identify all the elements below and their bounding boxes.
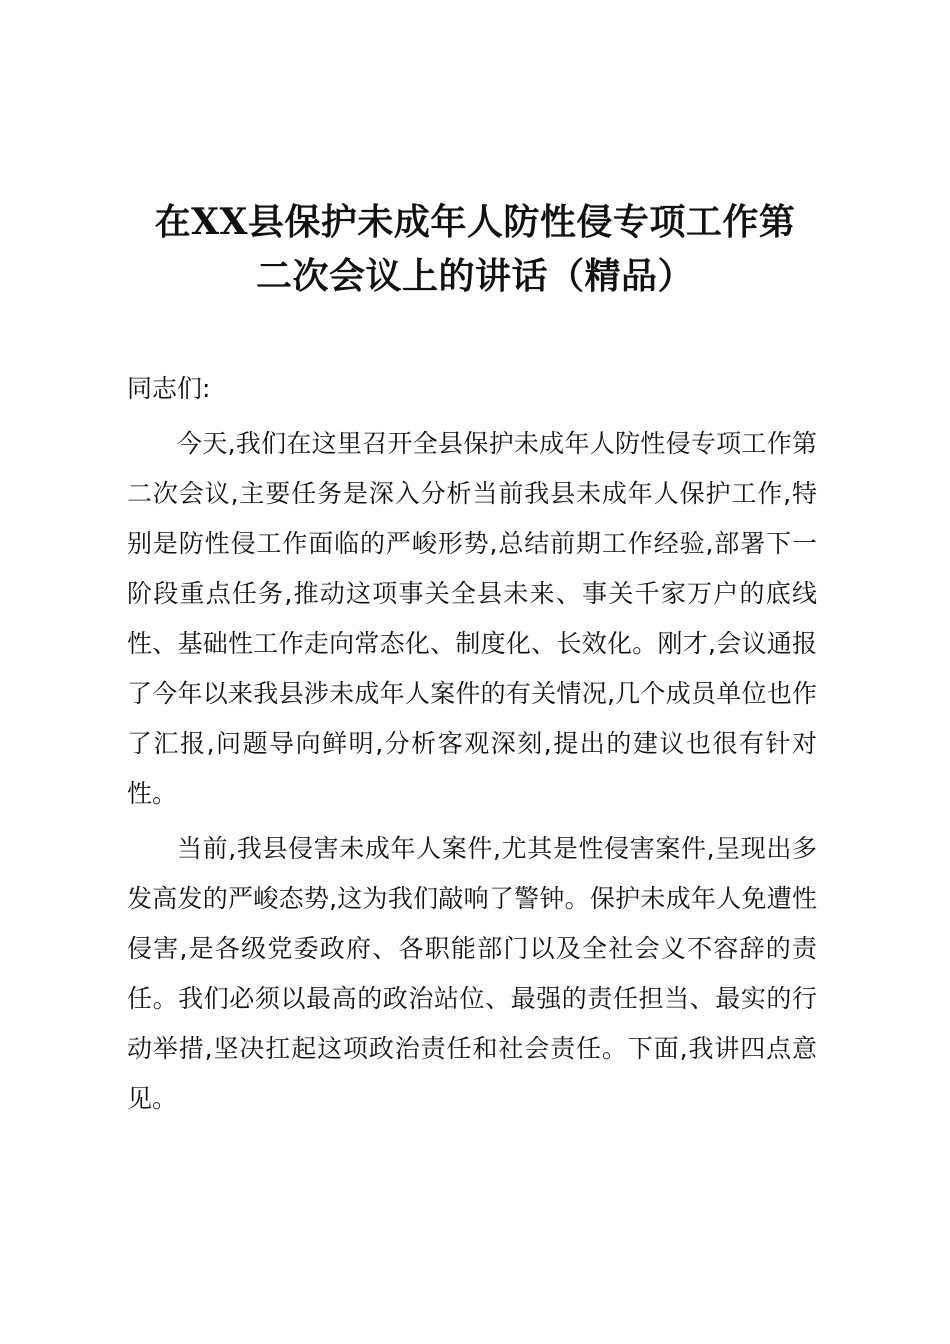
paragraph-1: 今天,我们在这里召开全县保护未成年人防性侵专项工作第二次会议,主要任务是深入分析当前我县未成年人保护工作,特别是防性侵工作面临的严峻形势,总结前期工作经验,部署下一阶段重点任务,推动这项事关全县未来、事关千家万户的底线性、基础性工作走向常态化、制度化、长效化。刚才,会议通报了今年以来我县涉未成年人案件的有关情况,几个成员单位也作了汇报,问题导向鲜明,分析客观深刻,提出的建议也很有针对性。 (127, 429, 817, 808)
salutation: 同志们: (127, 374, 211, 403)
document-body (127, 364, 817, 1124)
title-line-2: 二次会议上的讲话（精品） (255, 255, 694, 297)
title-line-1: 在XX县保护未成年人防性侵专项工作第 (154, 201, 796, 243)
paragraph-2: 当前,我县侵害未成年人案件,尤其是性侵害案件,呈现出多发高发的严峻态势,这为我们敲响了警钟。保护未成年人免遭性侵害,是各级党委政府、各职能部门以及全社会义不容辞的责任。我们必须以最高的政治站位、最强的责任担当、最实的行动举措,坚决扛起这项政治责任和社会责任。下面,我讲四点意见。 (127, 834, 817, 1113)
document-title (120, 195, 830, 303)
